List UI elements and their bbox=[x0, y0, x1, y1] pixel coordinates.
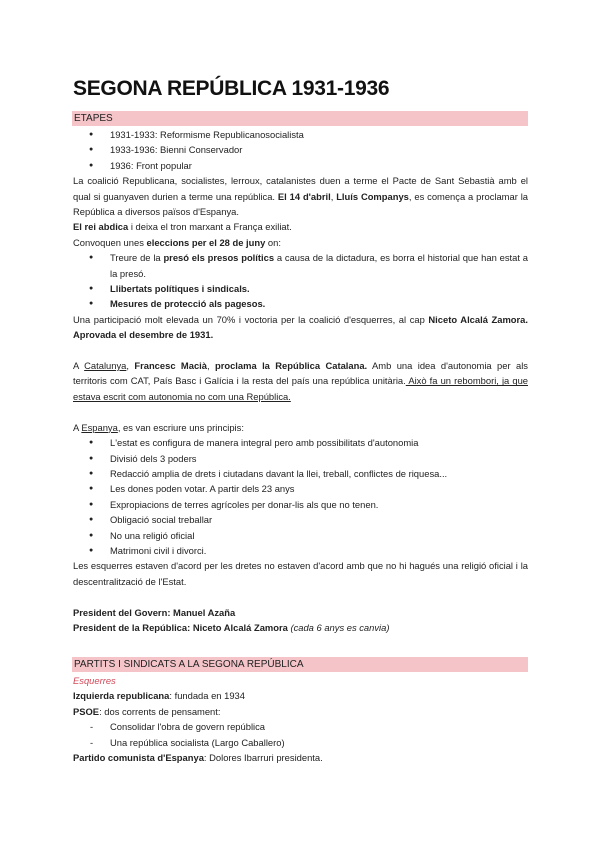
section-header-partits: PARTITS I SINDICATS A LA SEGONA REPÚBLICA bbox=[72, 657, 528, 672]
paragraph-espanya: A Espanya, es van escriure uns principis: bbox=[73, 421, 244, 433]
list-item: ● 1936: Front popular bbox=[73, 158, 528, 173]
list-item: ● Mesures de protecció als pagesos. bbox=[73, 296, 528, 311]
psoe-list bbox=[73, 719, 528, 750]
partido-comunista: Partido comunista d'Espanya: Dolores Ibarruri presidenta. bbox=[73, 752, 323, 764]
psoe: PSOE: dos corrents de pensament: bbox=[73, 705, 221, 717]
partits-block bbox=[73, 673, 528, 765]
etapes-list bbox=[73, 127, 528, 173]
spacer bbox=[73, 589, 528, 604]
list-item: ● Matrimoni civil i divorci. bbox=[73, 543, 528, 558]
etapes-block bbox=[73, 127, 528, 635]
section-header-etapes: ETAPES bbox=[72, 111, 528, 126]
list-item: ● No una religió oficial bbox=[73, 528, 528, 543]
president-republica: President de la República: Niceto Alcalá Zamora (cada 6 anys es canvia) bbox=[73, 621, 390, 633]
list-item: ● Treure de la presó els presos polítics a causa de la dictadura, es borra el historial que han estat a la presó. bbox=[73, 250, 528, 281]
spacer bbox=[73, 404, 528, 419]
list-item: ● 1931-1933: Reformisme Republicanosocialista bbox=[73, 127, 528, 142]
list-item: ● Obligació social treballar bbox=[73, 512, 528, 527]
list-item: ● Expropiacions de terres agrícoles per donar-lis als que no tenen. bbox=[73, 497, 528, 512]
page-title: SEGONA REPÚBLICA 1931-1936 bbox=[73, 77, 390, 100]
list-item: ● 1933-1936: Bienni Conservador bbox=[73, 142, 528, 157]
paragraph-esquerres-dretes: Les esquerres estaven d'acord per les dretes no estaven d'acord amb que no hi hagués una religió oficial i la descentralització de l'Estat. bbox=[73, 560, 528, 587]
list-item: ● Redacció amplia de drets i ciutadans davant la llei, treball, conflictes de riquesa... bbox=[73, 466, 528, 481]
paragraph-rei: El rei abdica i deixa el tron marxant a França exiliat. bbox=[73, 221, 292, 233]
paragraph-eleccions: Convoquen unes eleccions per el 28 de juny on: bbox=[73, 236, 281, 248]
paragraph-participacio: Una participació molt elevada un 70% i voctoria per la coalició d'esquerres, al cap Niceto Alcalá Zamora. Aprovada el desembre de 1931. bbox=[73, 313, 528, 341]
list-item: - Una república socialista (Largo Caballero) bbox=[73, 735, 528, 750]
president-govern: President del Govern: Manuel Azaña bbox=[73, 606, 236, 618]
list-item: ● Divisió dels 3 poders bbox=[73, 451, 528, 466]
mesures-list bbox=[73, 250, 528, 312]
izquierda-republicana: Izquierda republicana: fundada en 1934 bbox=[73, 690, 245, 702]
paragraph-pacte: La coalició Republicana, socialistes, lerroux, catalanistes duen a terme el Pacte de Sant Sebastià amb el qual si guanyaven durien a terme una república. El 14 d'abril, Lluís Companys, es comença a proclamar la República a diversos països d'Espanya. bbox=[73, 175, 528, 218]
spacer bbox=[73, 343, 528, 358]
subheading-esquerres: Esquerres bbox=[73, 675, 116, 686]
list-item: - Consolidar l'obra de govern república bbox=[73, 719, 528, 734]
list-item: ● L'estat es configura de manera integral pero amb possibilitats d'autonomia bbox=[73, 435, 528, 450]
list-item: ● Les dones poden votar. A partir dels 23 anys bbox=[73, 481, 528, 496]
paragraph-catalunya: A Catalunya, Francesc Macià, proclama la República Catalana. Amb una idea d'autonomia per als territoris com CAT, País Basc i Galícia i la resta del país una república unitària. Això fa un rebombori, ja que estava escrit com autonomia no com una República. bbox=[73, 360, 529, 402]
principis-list bbox=[73, 435, 528, 558]
list-item: ● Llibertats polítiques i sindicals. bbox=[73, 281, 528, 296]
